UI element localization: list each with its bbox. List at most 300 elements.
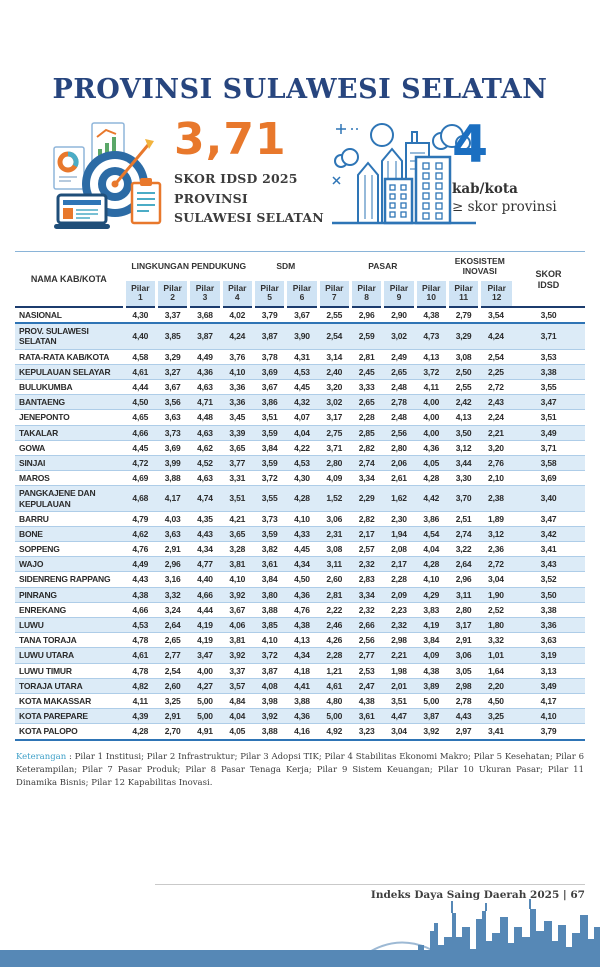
skor-value: 4,10 (512, 709, 585, 724)
pilar-value: 2,48 (383, 410, 415, 425)
skor-value: 3,51 (512, 410, 585, 425)
pilar-value: 2,76 (480, 455, 512, 470)
skor-value: 3,49 (512, 678, 585, 693)
table-row (15, 648, 585, 663)
pilar-value: 4,40 (189, 572, 221, 587)
pilar-value: 2,54 (318, 323, 350, 349)
pilar-value: 4,66 (124, 425, 156, 440)
pilar-value: 3,31 (221, 471, 253, 486)
pilar-value: 2,54 (480, 349, 512, 364)
pilar-value: 3,79 (253, 307, 285, 323)
pilar-value: 4,74 (189, 486, 221, 511)
pilar-value: 2,60 (318, 572, 350, 587)
pilar-value: 2,77 (350, 648, 382, 663)
pilar-value: 3,34 (350, 471, 382, 486)
idsd-score-value: 3,71 (174, 114, 287, 165)
row-name: KOTA PALOPO (15, 724, 124, 740)
pilar-value: 3,22 (447, 542, 479, 557)
pilar-value: 3,17 (447, 618, 479, 633)
pilar-header: Pilar 4 (221, 281, 253, 308)
pilar-value: 2,51 (447, 511, 479, 526)
skor-value: 3,41 (512, 542, 585, 557)
pilar-value: 3,92 (415, 724, 447, 740)
row-name: WAJO (15, 557, 124, 572)
pilar-value: 2,74 (350, 455, 382, 470)
pilar-value: 2,55 (318, 307, 350, 323)
table-row (15, 618, 585, 633)
pilar-value: 2,30 (383, 511, 415, 526)
pilar-value: 4,13 (286, 633, 318, 648)
pilar-value: 2,80 (318, 455, 350, 470)
pilar-value: 3,92 (221, 648, 253, 663)
pilar-value: 1,94 (383, 526, 415, 541)
pilar-value: 1,52 (318, 486, 350, 511)
table-row (15, 678, 585, 693)
pilar-value: 2,72 (480, 557, 512, 572)
pilar-value: 3,28 (221, 542, 253, 557)
pilar-value: 2,45 (350, 364, 382, 379)
row-name: MAROS (15, 471, 124, 486)
pilar-value: 3,44 (447, 455, 479, 470)
score-caption-line: SULAWESI SELATAN (174, 209, 324, 225)
group-header-ekosistem-inovasi: EKOSISTEM INOVASI (447, 252, 512, 281)
pilar-value: 4,34 (189, 542, 221, 557)
pilar-value: 3,20 (480, 440, 512, 455)
pilar-value: 3,50 (447, 425, 479, 440)
row-name: PROV. SULAWESI SELATAN (15, 323, 124, 349)
pilar-value: 2,17 (383, 557, 415, 572)
table-row (15, 633, 585, 648)
pilar-value: 4,41 (286, 678, 318, 693)
keterangan-label: Keterangan (16, 751, 67, 762)
row-name: LUWU (15, 618, 124, 633)
pilar-value: 4,38 (124, 587, 156, 602)
pilar-value: 4,30 (286, 471, 318, 486)
pilar-value: 3,25 (156, 693, 188, 708)
pilar-value: 3,69 (253, 364, 285, 379)
pilar-value: 4,02 (221, 307, 253, 323)
row-name: BANTAENG (15, 395, 124, 410)
pilar-value: 4,38 (350, 693, 382, 708)
pilar-value: 3,02 (318, 395, 350, 410)
pilar-header: Pilar 6 (286, 281, 318, 308)
pilar-value: 3,84 (253, 572, 285, 587)
pilar-value: 3,56 (156, 395, 188, 410)
pilar-value: 2,61 (383, 471, 415, 486)
pilar-header: Pilar 8 (350, 281, 382, 308)
pilar-value: 4,30 (124, 307, 156, 323)
pilar-value: 2,20 (480, 678, 512, 693)
pilar-value: 2,66 (350, 618, 382, 633)
pilar-value: 3,63 (156, 410, 188, 425)
pilar-header: Pilar 3 (189, 281, 221, 308)
skor-value: 3,50 (512, 587, 585, 602)
pilar-value: 3,29 (447, 323, 479, 349)
pilar-value: 3,36 (221, 395, 253, 410)
pilar-header: Pilar 12 (480, 281, 512, 308)
pilar-value: 4,73 (415, 323, 447, 349)
table-row (15, 455, 585, 470)
pilar-value: 2,64 (156, 618, 188, 633)
pilar-value: 2,56 (350, 633, 382, 648)
table-row (15, 526, 585, 541)
row-name: BULUKUMBA (15, 380, 124, 395)
pilar-value: 4,53 (124, 618, 156, 633)
skor-value: 3,69 (512, 471, 585, 486)
pilar-value: 2,42 (447, 395, 479, 410)
skor-value: 3,55 (512, 380, 585, 395)
pilar-value: 3,34 (350, 587, 382, 602)
pilar-value: 3,71 (318, 440, 350, 455)
pilar-value: 3,61 (350, 709, 382, 724)
table-row (15, 511, 585, 526)
pilar-value: 3,69 (156, 440, 188, 455)
pilar-value: 3,32 (156, 587, 188, 602)
pilar-value: 3,16 (156, 572, 188, 587)
pilar-value: 1,62 (383, 486, 415, 511)
pilar-value: 4,62 (189, 440, 221, 455)
pilar-value: 3,57 (221, 678, 253, 693)
table-row (15, 364, 585, 379)
pilar-value: 2,64 (447, 557, 479, 572)
pilar-value: 4,43 (189, 526, 221, 541)
pilar-value: 3,87 (253, 663, 285, 678)
pilar-value: 2,57 (350, 542, 382, 557)
pilar-value: 3,68 (189, 307, 221, 323)
pilar-value: 3,99 (156, 455, 188, 470)
pilar-value: 4,21 (221, 511, 253, 526)
pilar-value: 3,47 (189, 648, 221, 663)
skor-value: 3,47 (512, 511, 585, 526)
skor-value: 3,43 (512, 557, 585, 572)
pilar-value: 4,49 (124, 557, 156, 572)
pilar-value: 2,54 (156, 663, 188, 678)
pilar-value: 3,32 (480, 633, 512, 648)
pilar-value: 3,73 (156, 425, 188, 440)
skor-value: 3,40 (512, 486, 585, 511)
pilar-value: 2,91 (156, 542, 188, 557)
pilar-value: 2,91 (447, 633, 479, 648)
row-name: TANA TORAJA (15, 633, 124, 648)
pilar-header: Pilar 10 (415, 281, 447, 308)
pilar-value: 3,02 (383, 323, 415, 349)
pilar-value: 3,67 (286, 307, 318, 323)
pilar-value: 2,21 (480, 425, 512, 440)
row-name: LUWU TIMUR (15, 663, 124, 678)
pilar-value: 4,39 (124, 709, 156, 724)
skor-column-header: SKOR IDSD (512, 252, 585, 308)
row-name: KOTA PAREPARE (15, 709, 124, 724)
pilar-value: 4,58 (124, 349, 156, 364)
pilar-value: 3,27 (156, 364, 188, 379)
pilar-value: 2,29 (350, 486, 382, 511)
pilar-value: 2,90 (383, 307, 415, 323)
pilar-value: 2,65 (156, 633, 188, 648)
pilar-value: 4,19 (415, 618, 447, 633)
pilar-value: 3,65 (221, 440, 253, 455)
table-row (15, 349, 585, 364)
table-row (15, 587, 585, 602)
pilar-value: 4,09 (415, 648, 447, 663)
pilar-value: 3,06 (318, 511, 350, 526)
row-name: BARRU (15, 511, 124, 526)
pilar-value: 2,48 (383, 380, 415, 395)
pilar-value: 2,40 (318, 364, 350, 379)
pilar-value: 3,45 (221, 410, 253, 425)
row-name: SINJAI (15, 455, 124, 470)
pilar-value: 3,37 (221, 663, 253, 678)
pilar-value: 3,29 (156, 349, 188, 364)
pilar-value: 3,86 (253, 395, 285, 410)
pilar-value: 3,72 (415, 364, 447, 379)
row-name: PANGKAJENE DAN KEPULAUAN (15, 486, 124, 511)
pilar-value: 4,18 (286, 663, 318, 678)
page-title: PROVINSI SULAWESI SELATAN (52, 74, 548, 105)
pilar-value: 1,80 (480, 618, 512, 633)
pilar-value: 4,76 (286, 602, 318, 617)
pilar-value: 3,59 (253, 526, 285, 541)
pilar-value: 4,61 (318, 678, 350, 693)
pilar-value: 2,82 (350, 440, 382, 455)
pilar-header: Pilar 9 (383, 281, 415, 308)
pilar-value: 3,80 (253, 587, 285, 602)
skor-value: 3,58 (512, 455, 585, 470)
pilar-value: 4,27 (189, 678, 221, 693)
pilar-value: 4,13 (447, 410, 479, 425)
pilar-value: 4,82 (124, 678, 156, 693)
pilar-value: 3,55 (253, 486, 285, 511)
pilar-value: 2,59 (350, 323, 382, 349)
pilar-value: 3,11 (447, 587, 479, 602)
pilar-value: 4,76 (124, 542, 156, 557)
pilar-value: 5,00 (189, 709, 221, 724)
pilar-value: 3,08 (318, 542, 350, 557)
pilar-value: 2,55 (447, 380, 479, 395)
pilar-value: 2,43 (480, 395, 512, 410)
row-name: RATA-RATA KAB/KOTA (15, 349, 124, 364)
pilar-value: 3,82 (253, 542, 285, 557)
pilar-value: 3,98 (253, 693, 285, 708)
pilar-value: 3,06 (447, 648, 479, 663)
pilar-value: 4,50 (124, 395, 156, 410)
table-row (15, 410, 585, 425)
pilar-value: 4,13 (415, 349, 447, 364)
pilar-value: 4,45 (286, 380, 318, 395)
pilar-value: 2,74 (447, 526, 479, 541)
pilar-value: 2,60 (156, 678, 188, 693)
pilar-value: 4,91 (189, 724, 221, 740)
pilar-value: 4,63 (189, 425, 221, 440)
pilar-value: 4,29 (415, 587, 447, 602)
pilar-value: 2,32 (350, 557, 382, 572)
pilar-value: 2,23 (383, 602, 415, 617)
pilar-value: 3,51 (383, 693, 415, 708)
skor-value: 3,71 (512, 440, 585, 455)
pilar-value: 1,89 (480, 511, 512, 526)
target-illustration-icon (52, 121, 168, 237)
table-row (15, 709, 585, 724)
pilar-value: 4,22 (286, 440, 318, 455)
pilar-value: 2,21 (383, 648, 415, 663)
table-row (15, 724, 585, 740)
skor-value: 3,38 (512, 364, 585, 379)
pilar-value: 3,81 (221, 633, 253, 648)
pilar-value: 4,68 (124, 486, 156, 511)
pilar-value: 3,86 (415, 511, 447, 526)
pilar-value: 3,67 (221, 602, 253, 617)
pilar-value: 2,85 (350, 425, 382, 440)
pilar-value: 3,20 (318, 380, 350, 395)
pilar-value: 4,28 (415, 471, 447, 486)
pilar-value: 4,00 (189, 663, 221, 678)
pilar-value: 3,24 (156, 602, 188, 617)
pilar-value: 3,73 (253, 511, 285, 526)
pilar-value: 4,54 (415, 526, 447, 541)
row-name: SOPPENG (15, 542, 124, 557)
pilar-value: 4,53 (286, 364, 318, 379)
pilar-value: 4,44 (124, 380, 156, 395)
skor-value: 3,13 (512, 663, 585, 678)
pilar-value: 3,04 (480, 572, 512, 587)
pilar-value: 4,36 (415, 440, 447, 455)
pilar-value: 4,10 (415, 572, 447, 587)
pilar-value: 2,80 (383, 440, 415, 455)
pilar-value: 4,08 (253, 678, 285, 693)
skor-value: 3,36 (512, 618, 585, 633)
skor-value: 3,50 (512, 307, 585, 323)
pilar-value: 2,72 (480, 380, 512, 395)
pilar-value: 4,78 (124, 633, 156, 648)
row-name: PINRANG (15, 587, 124, 602)
skor-value: 3,38 (512, 602, 585, 617)
pilar-value: 4,72 (124, 455, 156, 470)
pilar-value: 4,48 (189, 410, 221, 425)
row-name: BONE (15, 526, 124, 541)
pilar-value: 3,63 (156, 526, 188, 541)
pilar-value: 3,88 (253, 724, 285, 740)
pilar-value: 4,45 (286, 542, 318, 557)
table-row (15, 307, 585, 323)
pilar-value: 4,04 (286, 425, 318, 440)
kabkota-count-value: 4 (452, 115, 489, 175)
pilar-value: 2,22 (318, 602, 350, 617)
skor-value: 3,53 (512, 349, 585, 364)
table-row (15, 380, 585, 395)
pilar-value: 4,69 (124, 471, 156, 486)
pilar-value: 3,88 (156, 471, 188, 486)
pilar-value: 4,36 (286, 587, 318, 602)
pilar-value: 4,38 (286, 618, 318, 633)
pilar-value: 4,40 (124, 323, 156, 349)
pilar-value: 4,19 (189, 633, 221, 648)
pilar-value: 3,76 (221, 349, 253, 364)
pilar-value: 2,36 (480, 542, 512, 557)
row-name: TAKALAR (15, 425, 124, 440)
pilar-value: 4,78 (124, 663, 156, 678)
pilar-value: 2,28 (383, 572, 415, 587)
pilar-value: 3,59 (253, 455, 285, 470)
pilar-value: 2,52 (480, 602, 512, 617)
pilar-header: Pilar 5 (253, 281, 285, 308)
pilar-value: 4,53 (286, 455, 318, 470)
pilar-value: 3,61 (253, 557, 285, 572)
row-name: SIDENRENG RAPPANG (15, 572, 124, 587)
table-row (15, 572, 585, 587)
pilar-value: 2,96 (447, 572, 479, 587)
pilar-value: 2,28 (318, 648, 350, 663)
skor-value: 3,49 (512, 425, 585, 440)
keterangan-separator: : (66, 751, 75, 762)
pilar-value: 3,92 (221, 587, 253, 602)
pilar-value: 2,08 (383, 542, 415, 557)
page-footer: Indeks Daya Saing Daerah 2025 | 67 (370, 889, 585, 901)
pilar-value: 5,00 (415, 693, 447, 708)
pilar-value: 3,54 (480, 307, 512, 323)
skor-value: 3,19 (512, 648, 585, 663)
pilar-value: 2,83 (350, 572, 382, 587)
table-row (15, 395, 585, 410)
pilar-value: 2,46 (318, 618, 350, 633)
row-name: NASIONAL (15, 307, 124, 323)
pilar-value: 3,89 (415, 678, 447, 693)
pilar-value: 3,04 (383, 724, 415, 740)
pilar-value: 2,31 (318, 526, 350, 541)
kabkota-count-label-bold: kab/kota (452, 181, 518, 197)
pilar-value: 4,34 (286, 648, 318, 663)
skor-value: 3,47 (512, 395, 585, 410)
pilar-value: 4,00 (415, 395, 447, 410)
pilar-value: 5,00 (189, 693, 221, 708)
pilar-value: 4,79 (124, 511, 156, 526)
pilar-value: 4,26 (318, 633, 350, 648)
pilar-value: 4,45 (124, 440, 156, 455)
pilar-header: Pilar 11 (447, 281, 479, 308)
pilar-value: 2,17 (350, 526, 382, 541)
table-row (15, 663, 585, 678)
pilar-value: 4,07 (286, 410, 318, 425)
pilar-value: 4,44 (189, 602, 221, 617)
table-row (15, 323, 585, 349)
pilar-value: 2,98 (447, 678, 479, 693)
pilar-value: 3,59 (253, 425, 285, 440)
pilar-value: 3,23 (350, 724, 382, 740)
pilar-value: 3,12 (480, 526, 512, 541)
idsd-score-caption (174, 169, 324, 227)
pilar-value: 3,84 (253, 440, 285, 455)
pilar-value: 4,50 (480, 693, 512, 708)
pilar-value: 3,25 (480, 709, 512, 724)
pilar-value: 2,49 (383, 349, 415, 364)
pilar-value: 2,01 (383, 678, 415, 693)
pilar-value: 2,96 (156, 557, 188, 572)
count-block (452, 115, 592, 215)
pilar-value: 4,19 (189, 618, 221, 633)
pilar-value: 4,38 (415, 307, 447, 323)
pilar-value: 2,47 (350, 678, 382, 693)
pilar-value: 4,50 (286, 572, 318, 587)
table-row (15, 602, 585, 617)
pilar-value: 4,77 (189, 557, 221, 572)
pilar-value: 4,49 (189, 349, 221, 364)
pilar-value: 2,32 (350, 602, 382, 617)
pilar-value: 2,06 (383, 455, 415, 470)
pilar-value: 2,91 (156, 709, 188, 724)
pilar-header: Pilar 1 (124, 281, 156, 308)
pilar-value: 3,36 (221, 380, 253, 395)
table-row (15, 486, 585, 511)
row-name: ENREKANG (15, 602, 124, 617)
kabkota-count-label: ≥ skor provinsi (452, 199, 557, 215)
